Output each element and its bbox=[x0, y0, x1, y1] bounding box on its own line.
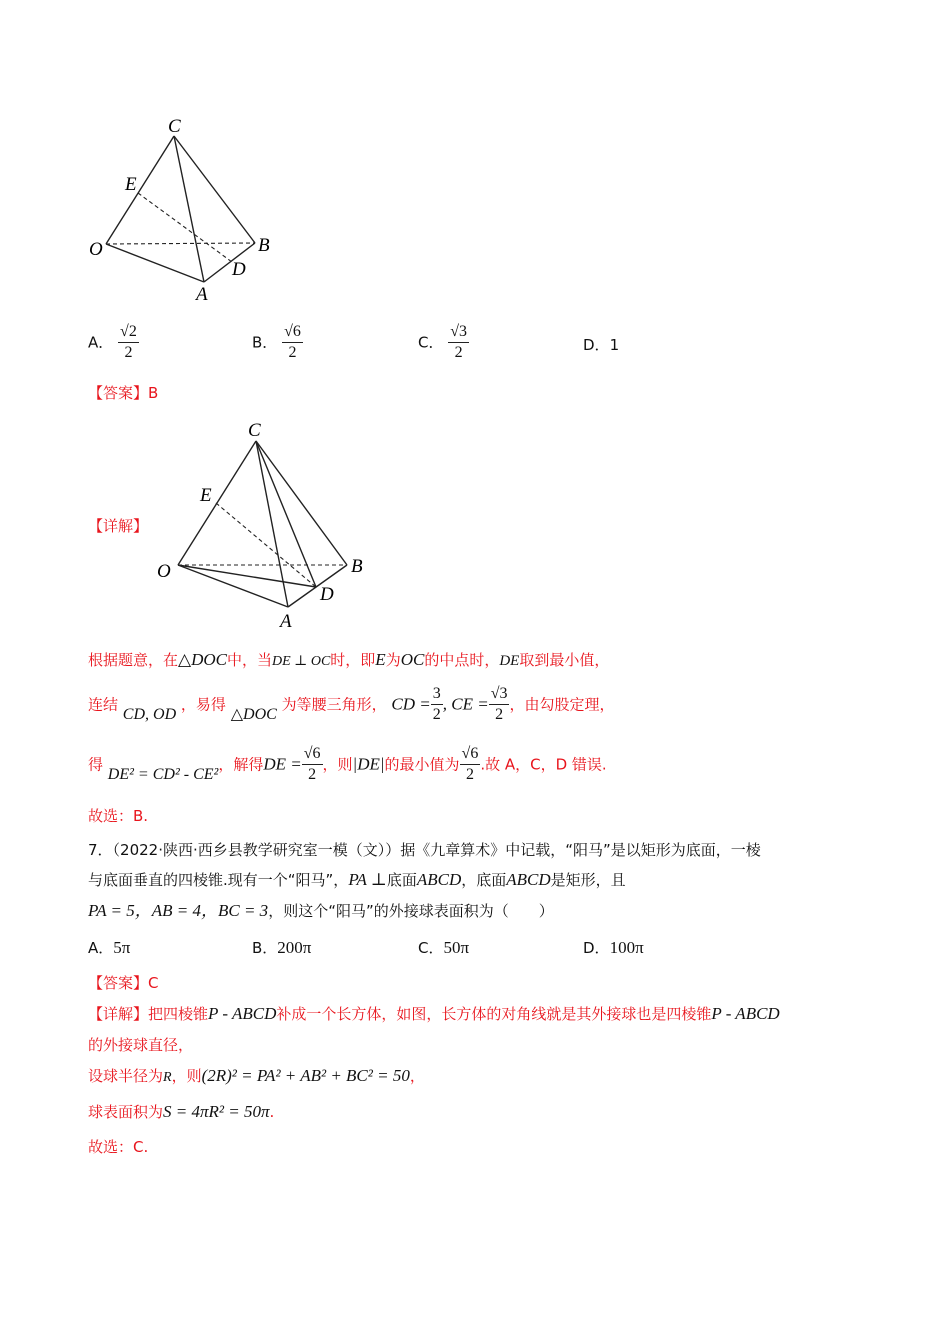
q6-option-a[interactable]: A． $\frac{√2}{2}$ bbox=[88, 323, 137, 361]
label-A: A bbox=[280, 611, 292, 632]
q6-detail-line-1: 根据题意，在△DOC中，当DE ⊥ OC时，即E为OC的中点时，DE取到最小值， bbox=[88, 650, 610, 669]
label-C: C bbox=[168, 116, 181, 137]
q6-option-b[interactable]: B． $\frac{√6}{2}$ bbox=[252, 323, 301, 361]
q7-detail-line-4: 球表面积为S = 4πR² = 50π. bbox=[88, 1102, 275, 1121]
q6-option-c[interactable]: C． $\frac{√3}{2}$ bbox=[418, 323, 468, 361]
label-E: E bbox=[200, 485, 212, 506]
q6-conclusion: 故选：B. bbox=[88, 807, 149, 825]
q6-detail-line-3: 得 DE² = CD² - CE²，解得DE = $\frac{√6}{2}$ ，则|DE|的最小值为 $\frac{√6}{2}$ .故 A，C，D 错误. bbox=[88, 745, 607, 783]
label-E: E bbox=[125, 174, 137, 195]
label-B: B bbox=[258, 235, 270, 256]
q7-detail-line-3: 设球半径为R，则(2R)² = PA² + AB² + BC² = 50， bbox=[88, 1066, 425, 1085]
label-O: O bbox=[89, 239, 103, 260]
q7-stem-line-2: 与底面垂直的四棱锥.现有一个“阳马”，PA ⊥底面ABCD，底面ABCD是矩形，且 bbox=[88, 870, 626, 889]
tetrahedron-figure-2 bbox=[150, 415, 375, 635]
label-B: B bbox=[351, 556, 363, 577]
q7-option-a[interactable]: A．5π bbox=[88, 938, 131, 957]
q6-detail-tag: 【详解】 bbox=[88, 517, 149, 535]
q6-answer: 【答案】B bbox=[88, 384, 159, 402]
q7-stem-line-3: PA = 5，AB = 4，BC = 3，则这个“阳马”的外接球表面积为（ ） bbox=[88, 901, 554, 920]
q7-detail-line-1: 【详解】把四棱锥P - ABCD补成一个长方体，如图，长方体的对角线就是其外接球也是四棱锥P - ABCD bbox=[88, 1004, 780, 1023]
q7-option-b[interactable]: B．200π bbox=[252, 938, 312, 957]
label-C: C bbox=[248, 420, 261, 441]
label-D: D bbox=[320, 584, 334, 605]
label-A: A bbox=[196, 284, 208, 305]
q7-stem-line-1: 7．（2022·陕西·西乡县教学研究室一模（文））据《九章算术》中记载，“阳马”是以矩形为底面，一棱 bbox=[88, 841, 761, 859]
q7-conclusion: 故选：C. bbox=[88, 1138, 149, 1156]
label-O: O bbox=[157, 561, 171, 582]
q6-option-d[interactable]: D．1 bbox=[583, 336, 620, 354]
q7-answer: 【答案】C bbox=[88, 974, 159, 992]
tetrahedron-figure-1 bbox=[80, 110, 290, 305]
q7-option-d[interactable]: D．100π bbox=[583, 938, 644, 957]
label-D: D bbox=[232, 259, 246, 280]
q7-detail-line-2: 的外接球直径， bbox=[88, 1036, 194, 1054]
q7-option-c[interactable]: C．50π bbox=[418, 938, 470, 957]
q6-detail-line-2: 连结 CD, OD ，易得 △DOC 为等腰三角形， CD = $\frac{3}{2}$ , CE = $\frac{√3}{2}$ ，由勾股定理， bbox=[88, 685, 615, 723]
